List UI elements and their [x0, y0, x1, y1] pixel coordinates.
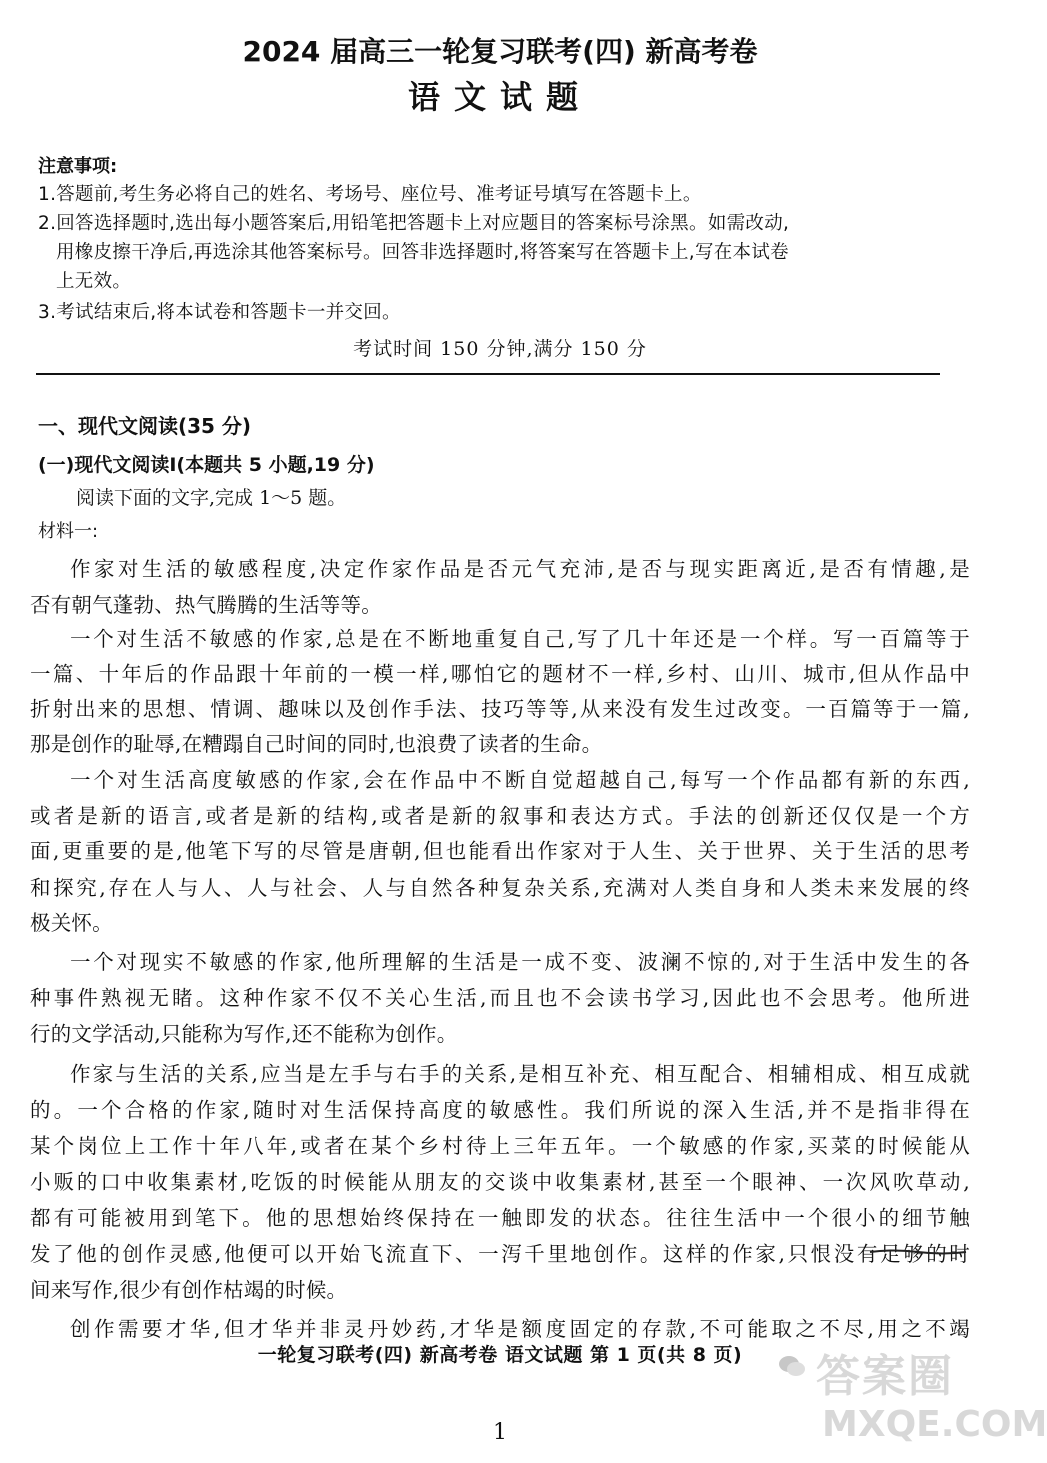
notice-heading: 注意事项: — [38, 156, 118, 177]
notice-line: 1.答题前,考生务必将自己的姓名、考场号、座位号、准考证号填写在答题卡上。 — [38, 184, 702, 205]
passage-line: 都有可能被用到笔下。他的思想始终保持在一触即发的状态。往往生活中一个很小的细节触 — [30, 1206, 970, 1230]
wechat-icon — [778, 1354, 806, 1378]
passage-line: 一个对现实不敏感的作家,他所理解的生活是一成不变、波澜不惊的,对于生活中发生的各 — [70, 950, 970, 974]
passage-line: 折射出来的思想、情调、趣味以及创作手法、技巧等等,从来没有发生过改变。一百篇等于一篇, — [30, 697, 970, 721]
passage-line: 面,更重要的是,他笔下写的尽管是唐朝,但也能看出作家对于人生、关于世界、关于生活的思考 — [30, 839, 970, 863]
subsection-heading: (一)现代文阅读Ⅰ(本题共 5 小题,19 分) — [38, 454, 375, 476]
notice-line: 3.考试结束后,将本试卷和答题卡一并交回。 — [38, 302, 401, 323]
watermark-logo-text: 答案圈 — [816, 1351, 954, 1402]
passage-line: 一个对生活高度敏感的作家,会在作品中不断自觉超越自己,每写一个作品都有新的东西, — [70, 768, 970, 792]
exam-time: 考试时间 150 分钟,满分 150 分 — [353, 338, 647, 360]
passage-line: 否有朝气蓬勃、热气腾腾的生活等等。 — [30, 593, 382, 617]
passage-line: 或者是新的语言,或者是新的结构,或者是新的叙事和表达方式。手法的创新还仅仅是一个方 — [30, 804, 970, 828]
passage-line: 创作需要才华,但才华并非灵丹妙药,才华是额度固定的存款,不可能取之不尽,用之不竭 — [70, 1317, 970, 1341]
notice-line: 2.回答选择题时,选出每小题答案后,用铅笔把答题卡上对应题目的答案标号涂黑。如需改动, — [38, 213, 790, 234]
passage-line: 一个对生活不敏感的作家,总是在不断地重复自己,写了几十年还是一个样。写一百篇等于 — [70, 627, 970, 651]
page-number: 1 — [493, 1420, 507, 1445]
reading-instruction: 阅读下面的文字,完成 1～5 题。 — [76, 487, 347, 509]
subject-title: 语文试题 — [407, 78, 592, 116]
passage-line: 和探究,存在人与人、人与社会、人与自然各种复杂关系,充满对人类自身和人类未来发展的终 — [30, 876, 970, 900]
passage-line: 行的文学活动,只能称为写作,还不能称为创作。 — [30, 1022, 458, 1046]
section-heading: 一、现代文阅读(35 分) — [38, 414, 252, 438]
handwritten-underline — [868, 1248, 968, 1256]
passage-line: 作家与生活的关系,应当是左手与右手的关系,是相互补充、相互配合、相辅相成、相互成就 — [70, 1062, 970, 1086]
passage-line: 间来写作,很少有创作枯竭的时候。 — [30, 1278, 348, 1302]
passage-line: 的。一个合格的作家,随时对生活保持高度的敏感性。我们所说的深入生活,并不是指非得在 — [30, 1098, 970, 1122]
passage-line: 那是创作的耻辱,在糟蹋自己时间的同时,也浪费了读者的生命。 — [30, 732, 603, 756]
exam-title: 2024 届高三一轮复习联考(四) 新高考卷 — [242, 35, 758, 68]
passage-line: 极关怀。 — [30, 911, 113, 935]
passage-line: 小贩的口中收集素材,吃饭的时候能从朋友的交谈中收集素材,甚至一个眼神、一次风吹草动, — [30, 1170, 970, 1194]
watermark-url: MXQE.COM — [822, 1404, 1047, 1445]
material-label: 材料一: — [38, 521, 99, 542]
passage-line: 一篇、十年后的作品跟十年前的一模一样,哪怕它的题材不一样,乡村、山川、城市,但从作品中 — [30, 662, 970, 686]
watermark — [770, 1340, 1047, 1463]
notice-line: 用橡皮擦干净后,再选涂其他答案标号。回答非选择题时,将答案写在答题卡上,写在本试卷 — [56, 242, 789, 263]
page-footer: 一轮复习联考(四) 新高考卷 语文试题 第 1 页(共 8 页) — [257, 1344, 743, 1366]
divider-rule — [36, 373, 940, 375]
passage-line: 发了他的创作灵感,他便可以开始飞流直下、一泻千里地创作。这样的作家,只恨没有足够的时 — [30, 1242, 970, 1266]
passage-line: 种事件熟视无睹。这种作家不仅不关心生活,而且也不会读书学习,因此也不会思考。他所进 — [30, 986, 970, 1010]
passage-line: 某个岗位上工作十年八年,或者在某个乡村待上三年五年。一个敏感的作家,买菜的时候能从 — [30, 1134, 970, 1158]
notice-line: 上无效。 — [56, 271, 132, 292]
passage-line: 作家对生活的敏感程度,决定作家作品是否元气充沛,是否与现实距离近,是否有情趣,是 — [70, 557, 970, 581]
